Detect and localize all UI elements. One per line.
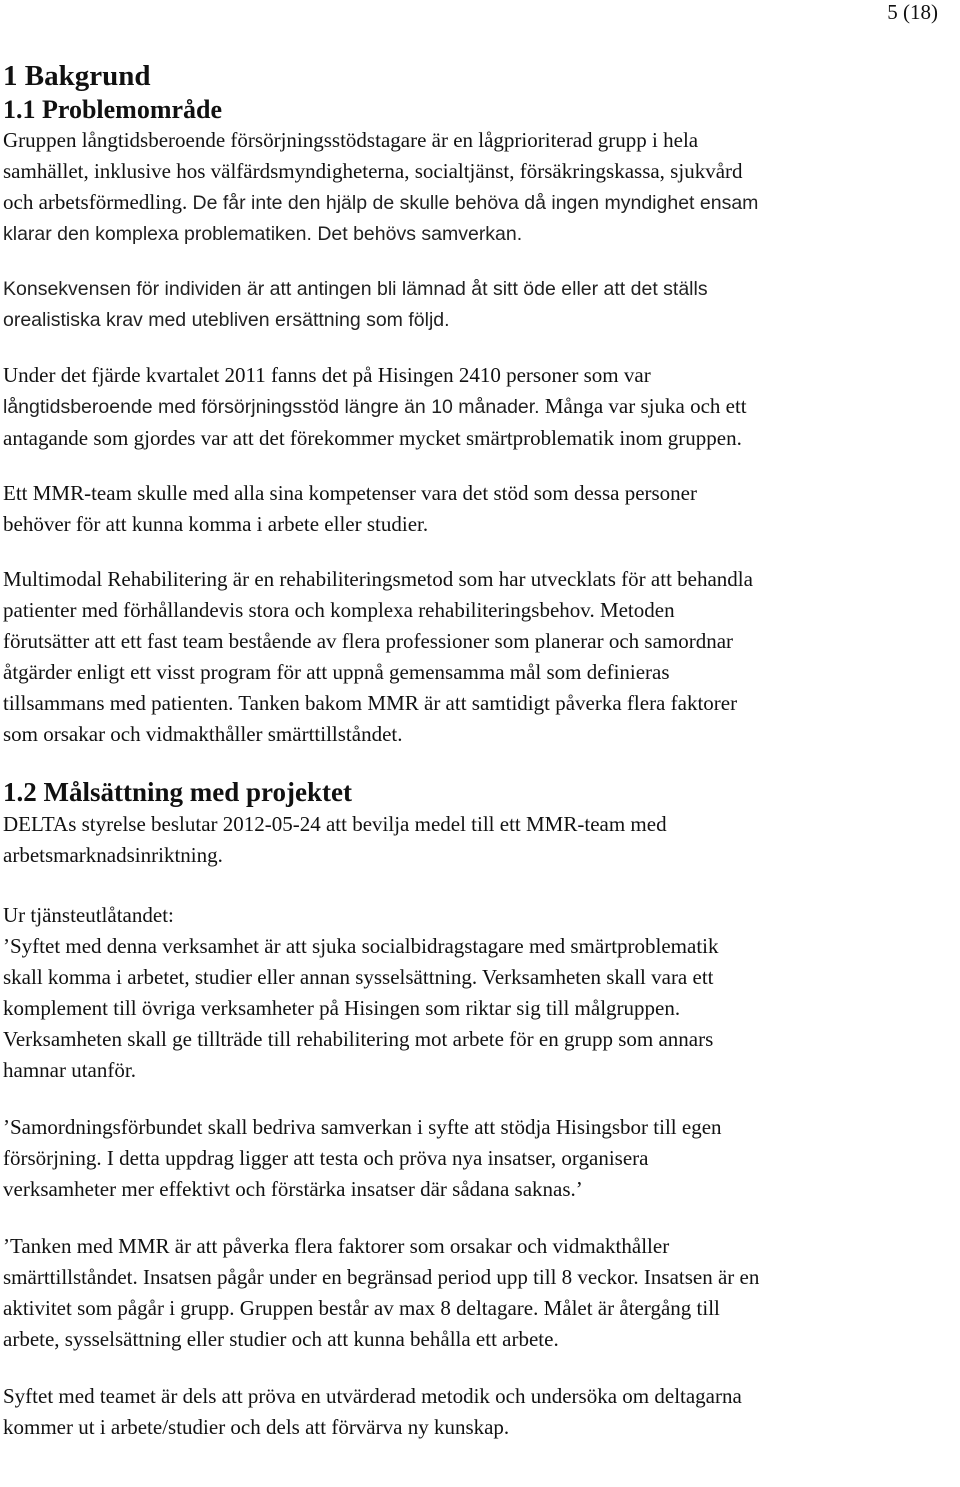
heading-malsattning: 1.2 Målsättning med projektet bbox=[3, 777, 352, 807]
paragraph-problem bbox=[3, 125, 958, 250]
text-line: Multimodal Rehabilitering är en rehabiliteringsmetod som har utvecklats för att behandla bbox=[3, 567, 753, 591]
text-segment: De får inte den hjälp de skulle behöva då ingen myndighet ensam bbox=[192, 192, 759, 214]
paragraph-mmr-team bbox=[3, 478, 958, 540]
text-line: försörjning. I detta uppdrag ligger att testa och pröva nya insatser, organisera bbox=[3, 1146, 649, 1170]
text-segment: långtidsberoende med försörjningsstöd längre än 10 månader. bbox=[3, 396, 540, 418]
text-line: aktivitet som pågår i grupp. Gruppen består av max 8 deltagare. Målet är återgång till bbox=[3, 1296, 720, 1320]
paragraph-quote-mmr bbox=[3, 1231, 958, 1355]
text-line: arbetsmarknadsinriktning. bbox=[3, 843, 223, 867]
text-line: Ett MMR-team skulle med alla sina kompetenser vara det stöd som dessa personer bbox=[3, 481, 697, 505]
paragraph-tjansteutlatande bbox=[3, 900, 958, 1086]
text-line: tillsammans med patienten. Tanken bakom MMR är att samtidigt påverka flera faktorer bbox=[3, 691, 738, 715]
text-line bbox=[3, 391, 958, 423]
text-segment: Många var sjuka och ett bbox=[544, 394, 747, 418]
text-line: smärttillståndet. Insatsen pågår under en begränsad period upp till 8 veckor. Insatsen är en bbox=[3, 1265, 760, 1289]
text-line: som orsakar och vidmakthåller smärttillståndet. bbox=[3, 722, 403, 746]
text-line: Verksamheten skall ge tillträde till rehabilitering mot arbete för en grupp som annars bbox=[3, 1027, 714, 1051]
text-line: ’Syftet med denna verksamhet är att sjuka socialbidragstagare med smärtproblematik bbox=[3, 934, 719, 958]
text-line: verksamheter mer effektivt och förstärka insatser där sådana saknas.’ bbox=[3, 1177, 583, 1201]
text-line: hamnar utanför. bbox=[3, 1058, 136, 1082]
text-line bbox=[3, 187, 958, 219]
text-line: patienter med förhållandevis stora och komplexa rehabiliteringsbehov. Metoden bbox=[3, 598, 675, 622]
document-body bbox=[3, 58, 958, 1443]
paragraph-kvartal bbox=[3, 360, 958, 454]
text-line: kommer ut i arbete/studier och dels att förvärva ny kunskap. bbox=[3, 1415, 510, 1439]
heading-problemomrade: 1.1 Problemområde bbox=[3, 95, 223, 124]
text-line: ’Samordningsförbundet skall bedriva samverkan i syfte att stödja Hisingsbor till egen bbox=[3, 1115, 722, 1139]
heading-bakgrund: 1 Bakgrund bbox=[3, 60, 151, 92]
text-line: samhället, inklusive hos välfärdsmyndigheterna, socialtjänst, försäkringskassa, sjukvård bbox=[3, 159, 743, 183]
paragraph-konsekvens bbox=[3, 274, 958, 336]
text-line: Gruppen långtidsberoende försörjningsstödstagare är en lågprioriterad grupp i hela bbox=[3, 128, 699, 152]
text-line: orealistiska krav med utebliven ersättning som följd. bbox=[3, 309, 450, 331]
text-line: ’Tanken med MMR är att påverka flera faktorer som orsakar och vidmakthåller bbox=[3, 1234, 670, 1258]
text-line: klarar den komplexa problematiken. Det behövs samverkan. bbox=[3, 223, 523, 245]
text-line: Syftet med teamet är dels att pröva en utvärderad metodik och undersöka om deltagarna bbox=[3, 1384, 742, 1408]
text-line: behöver för att kunna komma i arbete eller studier. bbox=[3, 512, 429, 536]
paragraph-delta bbox=[3, 809, 958, 871]
text-line: antagande som gjordes var att det förekommer mycket smärtproblematik inom gruppen. bbox=[3, 426, 742, 450]
text-line: förutsätter att ett fast team bestående av flera professioner som planerar och samordnar bbox=[3, 629, 734, 653]
text-line: åtgärder enligt ett visst program för att uppnå gemensamma mål som definieras bbox=[3, 660, 670, 684]
text-line: skall komma i arbetet, studier eller annan sysselsättning. Verksamheten skall vara ett bbox=[3, 965, 714, 989]
text-segment: och arbetsförmedling. bbox=[3, 190, 188, 214]
paragraph-quote-samordning bbox=[3, 1112, 958, 1205]
text-line: komplement till övriga verksamheter på Hisingen som riktar sig till målgruppen. bbox=[3, 996, 681, 1020]
text-line: Ur tjänsteutlåtandet: bbox=[3, 903, 174, 927]
paragraph-syfte bbox=[3, 1381, 958, 1443]
text-line: arbete, sysselsättning eller studier och att kunna behålla ett arbete. bbox=[3, 1327, 559, 1351]
text-line: DELTAs styrelse beslutar 2012-05-24 att bevilja medel till ett MMR-team med bbox=[3, 812, 667, 836]
text-line: Konsekvensen för individen är att antingen bli lämnad åt sitt öde eller att det ställs bbox=[3, 278, 708, 300]
text-line: Under det fjärde kvartalet 2011 fanns det på Hisingen 2410 personer som var bbox=[3, 363, 651, 387]
page-number: 5 (18) bbox=[887, 0, 938, 24]
paragraph-multimodal bbox=[3, 564, 958, 750]
